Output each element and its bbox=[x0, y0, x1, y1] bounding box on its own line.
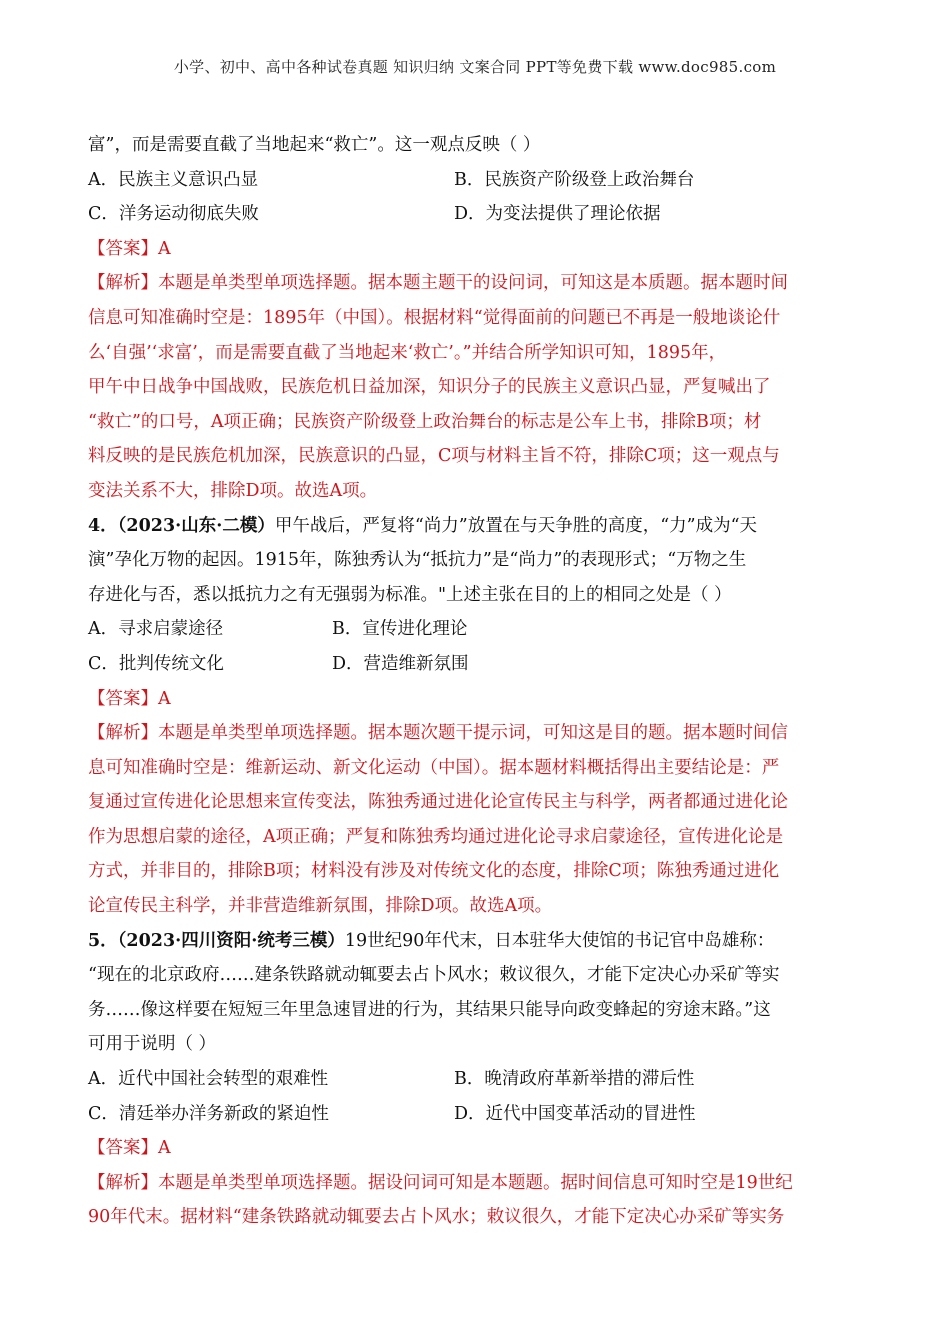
q4-analysis-line: 论宣传民主科学，并非营造维新氛围，排除D项。故选A项。 bbox=[88, 896, 553, 917]
q4-stem-line: 存进化与否，悉以抵抗力之有无强弱为标准。"上述主张在目的上的相同之处是（ ） bbox=[88, 584, 732, 605]
q4-option-d: D．营造维新氛围 bbox=[332, 653, 469, 674]
q3-option-a: A．民族主义意识凸显 bbox=[88, 169, 259, 190]
q3-analysis-line: 么‘自强’‘求富’，而是需要直截了当地起来‘救亡’。”并结合所学知识可知，1895年， bbox=[88, 342, 727, 363]
q4-analysis-line: 【解析】本题是单类型单项选择题。据本题次题干提示词，可知这是目的题。据本题时间信 bbox=[88, 723, 788, 744]
q5-analysis-line: 【解析】本题是单类型单项选择题。据设问词可知是本题题。据时间信息可知时空是19世纪 bbox=[88, 1172, 793, 1193]
q4-option-a: A．寻求启蒙途径 bbox=[88, 619, 224, 640]
q3-options-row-1 bbox=[88, 163, 864, 198]
q5-stem-line bbox=[88, 924, 864, 959]
q3-analysis-line: 变法关系不大，排除D项。故选A项。 bbox=[88, 480, 378, 501]
q5-stem-line: 可用于说明（ ） bbox=[88, 1034, 217, 1055]
q4-answer: 【答案】A bbox=[88, 688, 171, 709]
q4-option-b: B．宣传进化理论 bbox=[332, 619, 468, 640]
q4-label: 4．（2023·山东·二模） bbox=[88, 515, 275, 536]
q4-analysis-line: 方式，并非目的，排除B项；材料没有涉及对传统文化的态度，排除C项；陈独秀通过进化 bbox=[88, 861, 780, 882]
q3-option-b: B．民族资产阶级登上政治舞台 bbox=[454, 169, 695, 190]
q5-options-row-2 bbox=[88, 1097, 864, 1132]
q3-options-row-2 bbox=[88, 197, 864, 232]
q3-analysis-line: 料反映的是民族危机加深，民族意识的凸显，C项与材料主旨不符，排除C项；这一观点与 bbox=[88, 446, 780, 467]
q3-analysis-line: 甲午中日战争中国战败，民族危机日益加深，知识分子的民族主义意识凸显，严复喊出了 bbox=[88, 377, 771, 398]
q3-analysis-line: 信息可知准确时空是：1895年（中国）。根据材料“觉得面前的问题已不再是一般地谈论什 bbox=[88, 307, 781, 328]
q4-option-c: C．批判传统文化 bbox=[88, 653, 224, 674]
q5-options-row-1 bbox=[88, 1062, 864, 1097]
q3-answer: 【答案】A bbox=[88, 238, 171, 259]
q4-stem-line bbox=[88, 509, 864, 544]
q4-analysis-line: 复通过宣传进化论思想来宣传变法，陈独秀通过进化论宣传民主与科学，两者都通过进化论 bbox=[88, 792, 788, 813]
q5-option-d: D．近代中国变革活动的冒进性 bbox=[454, 1103, 696, 1124]
q3-option-d: D．为变法提供了理论依据 bbox=[454, 204, 661, 225]
q4-options-row-2 bbox=[88, 647, 864, 682]
q3-analysis-line: 【解析】本题是单类型单项选择题。据本题主题干的设问词，可知这是本质题。据本题时间 bbox=[88, 273, 788, 294]
q5-stem-line: 务……像这样要在短短三年里急速冒进的行为，其结果只能导向政变蜂起的穷途末路。”这 bbox=[88, 999, 771, 1020]
q5-option-c: C．清廷举办洋务新政的紧迫性 bbox=[88, 1103, 329, 1124]
q5-analysis-line: 90年代末。据材料“建条铁路就动辄要去占卜风水；敕议很久，才能下定决心办采矿等实务 bbox=[88, 1207, 785, 1228]
q5-option-a: A．近代中国社会转型的艰难性 bbox=[88, 1069, 329, 1090]
document-body bbox=[88, 128, 864, 1235]
q4-analysis-line: 作为思想启蒙的途径，A项正确；严复和陈独秀均通过进化论寻求启蒙途径，宣传进化论是 bbox=[88, 826, 784, 847]
q5-stem-text: 19世纪90年代末，日本驻华大使馆的书记官中岛雄称： bbox=[344, 930, 775, 951]
q4-stem-text: 甲午战后，严复将“尚力”放置在与天争胜的高度，“力”成为“天 bbox=[274, 515, 758, 536]
q3-stem-tail: 富”，而是需要直截了当地起来“救亡”。这一观点反映（ ） bbox=[88, 135, 541, 155]
q3-analysis-line: “救亡”的口号，A项正确；民族资产阶级登上政治舞台的标志是公车上书，排除B项；材 bbox=[88, 411, 762, 432]
q5-option-b: B．晚清政府革新举措的滞后性 bbox=[454, 1069, 695, 1090]
q5-analysis bbox=[88, 1166, 864, 1235]
q4-stem-line: 演”孕化万物的起因。1915年，陈独秀认为“抵抗力”是“尚力”的表现形式；“万物之生 bbox=[88, 550, 747, 571]
q5-label: 5．（2023·四川资阳·统考三模） bbox=[88, 930, 345, 951]
q5-stem-line: “现在的北京政府……建条铁路就动辄要去占卜风水；敕议很久，才能下定决心办采矿等实 bbox=[88, 965, 780, 986]
q4-analysis bbox=[88, 716, 864, 924]
q3-option-c: C．洋务运动彻底失败 bbox=[88, 204, 259, 225]
page-header: 小学、初中、高中各种试卷真题 知识归纳 文案合同 PPT等免费下载 www.doc985.com bbox=[173, 58, 777, 76]
q5-answer: 【答案】A bbox=[88, 1138, 171, 1159]
q4-options-row-1 bbox=[88, 612, 864, 647]
q3-analysis bbox=[88, 266, 864, 508]
q4-analysis-line: 息可知准确时空是：维新运动、新文化运动（中国）。据本题材料概括得出主要结论是：严 bbox=[88, 757, 780, 778]
